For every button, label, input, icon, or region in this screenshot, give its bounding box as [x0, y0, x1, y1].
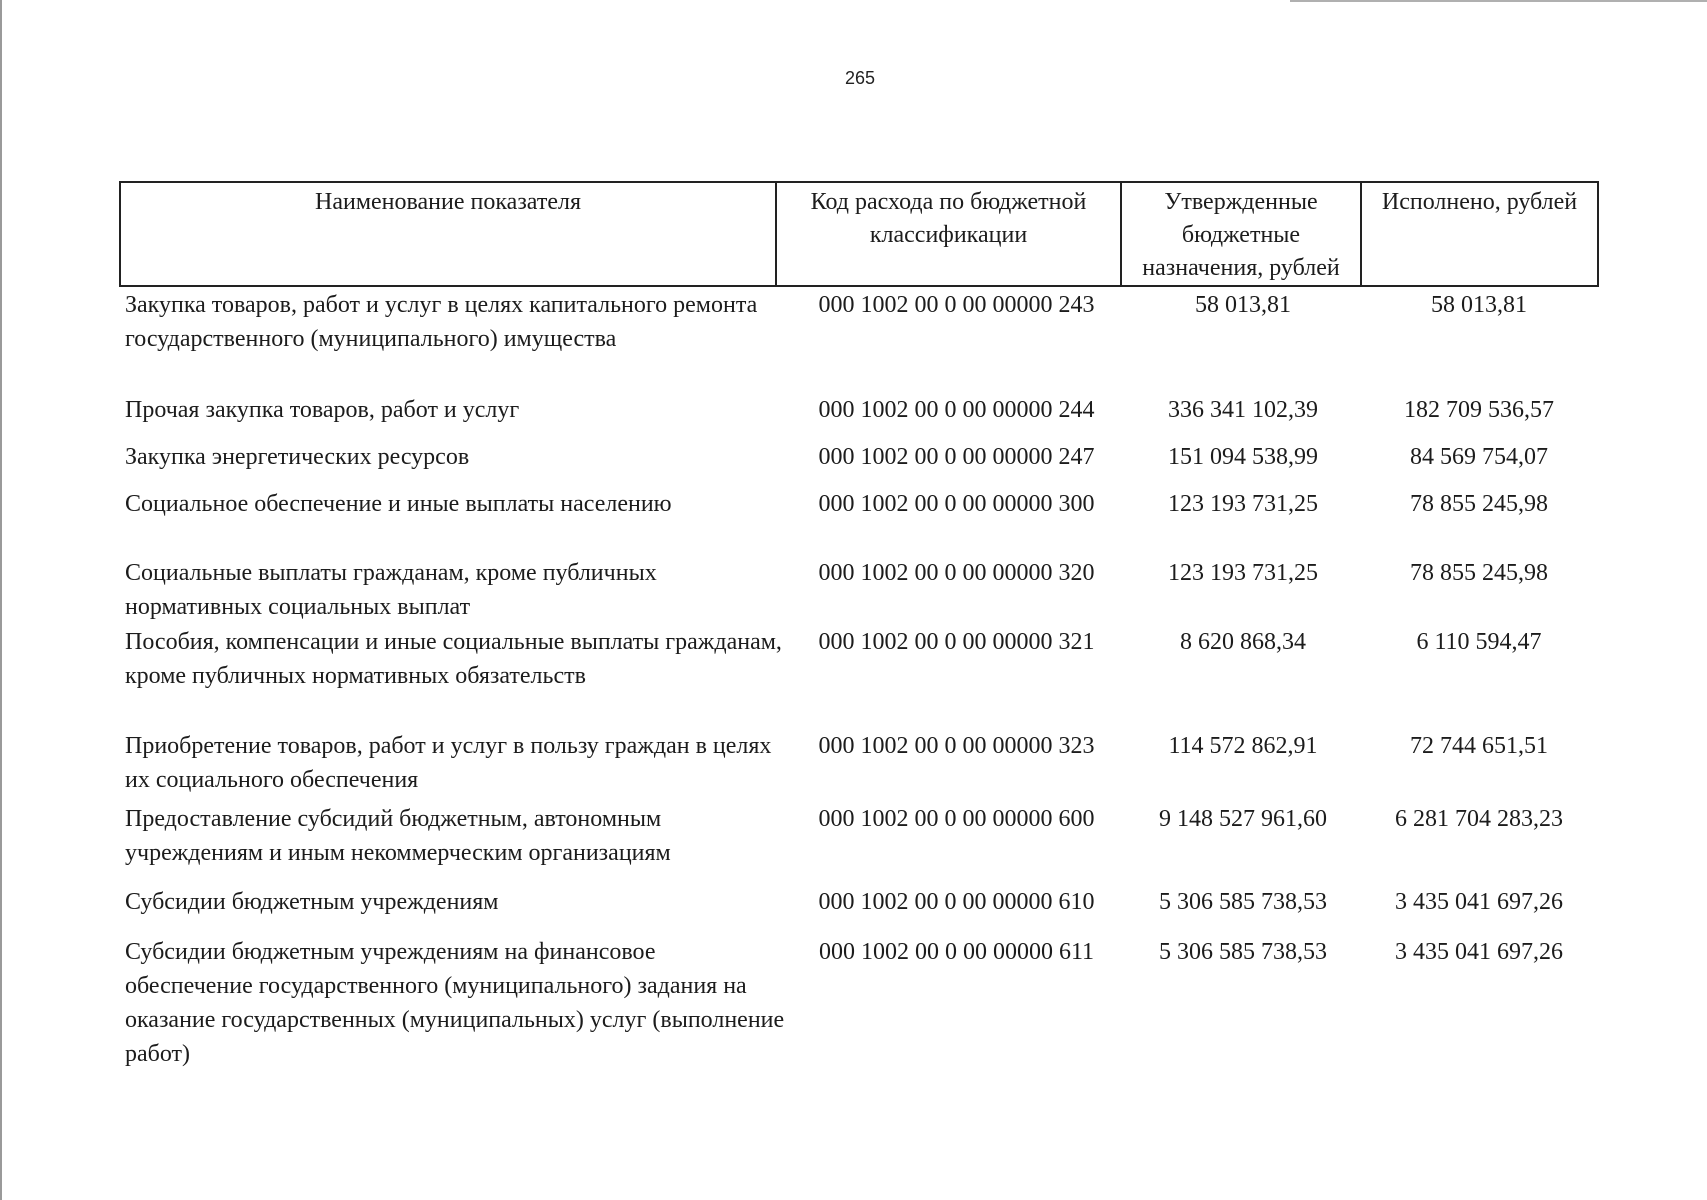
row-executed: 78 855 245,98 [1410, 491, 1548, 517]
scan-edge-top [1290, 0, 1707, 2]
row-name: Закупка товаров, работ и услуг в целях капитального ремонта государственного (муниципального) имущества [125, 292, 758, 352]
row-code: 000 1002 00 0 00 00000 247 [818, 444, 1095, 470]
row-approved: 336 341 102,39 [1168, 397, 1318, 423]
header-approved: Утвержденные бюджетные назначения, рублей [1120, 183, 1360, 285]
row-code: 000 1002 00 0 00 00000 243 [818, 292, 1095, 318]
row-code: 000 1002 00 0 00 00000 320 [818, 560, 1095, 586]
row-approved: 5 306 585 738,53 [1159, 939, 1327, 965]
row-name: Закупка энергетических ресурсов [125, 444, 470, 470]
row-name: Пособия, компенсации и иные социальные выплаты гражданам, кроме публичных нормативных обязательств [125, 629, 782, 689]
row-approved: 123 193 731,25 [1168, 560, 1318, 586]
row-executed: 72 744 651,51 [1410, 733, 1548, 759]
row-name: Субсидии бюджетным учреждениям [125, 889, 499, 915]
row-name: Социальное обеспечение и иные выплаты населению [125, 491, 672, 517]
row-code: 000 1002 00 0 00 00000 321 [818, 629, 1095, 655]
row-code: 000 1002 00 0 00 00000 610 [818, 889, 1095, 915]
row-code: 000 1002 00 0 00 00000 611 [818, 939, 1095, 965]
row-name: Предоставление субсидий бюджетным, автономным учреждениям и иным некоммерческим организациям [125, 806, 671, 866]
row-approved: 114 572 862,91 [1168, 733, 1318, 759]
row-executed: 6 281 704 283,23 [1395, 806, 1563, 832]
row-approved: 5 306 585 738,53 [1159, 889, 1327, 915]
row-executed: 78 855 245,98 [1410, 560, 1548, 586]
row-executed: 3 435 041 697,26 [1395, 889, 1563, 915]
page-number: 265 [844, 68, 876, 88]
row-executed: 84 569 754,07 [1410, 444, 1548, 470]
row-code: 000 1002 00 0 00 00000 600 [818, 806, 1095, 832]
row-approved: 151 094 538,99 [1168, 444, 1318, 470]
row-executed: 6 110 594,47 [1416, 629, 1542, 655]
row-code: 000 1002 00 0 00 00000 244 [818, 397, 1095, 423]
row-name: Субсидии бюджетным учреждениям на финансовое обеспечение государственного (муниципального) задания на оказание государственных (муниципальных) услуг (выполнение работ) [125, 939, 785, 1067]
header-name: Наименование показателя [315, 189, 581, 215]
row-executed: 3 435 041 697,26 [1395, 939, 1563, 965]
row-code: 000 1002 00 0 00 00000 300 [818, 491, 1095, 517]
table-header [119, 181, 1599, 287]
header-code: Код расхода по бюджетной классификации [775, 183, 1120, 285]
row-approved: 58 013,81 [1195, 292, 1291, 318]
row-name: Приобретение товаров, работ и услуг в пользу граждан в целях их социального обеспечения [125, 733, 772, 793]
row-name: Прочая закупка товаров, работ и услуг [125, 397, 520, 423]
row-code: 000 1002 00 0 00 00000 323 [818, 733, 1095, 759]
scan-edge-left [0, 0, 2, 1200]
row-approved: 9 148 527 961,60 [1159, 806, 1327, 832]
row-approved: 123 193 731,25 [1168, 491, 1318, 517]
row-executed: 58 013,81 [1431, 292, 1527, 318]
row-executed: 182 709 536,57 [1404, 397, 1554, 423]
header-executed: Исполнено, рублей [1360, 183, 1597, 285]
row-approved: 8 620 868,34 [1180, 629, 1306, 655]
row-name: Социальные выплаты гражданам, кроме публичных нормативных социальных выплат [125, 560, 657, 620]
